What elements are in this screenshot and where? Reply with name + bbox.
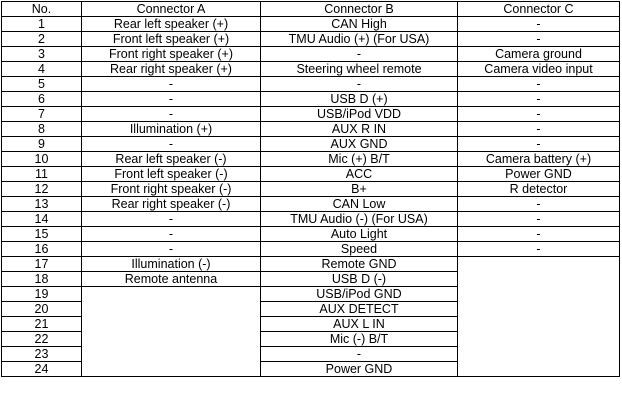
connector-c-cell: - bbox=[458, 77, 620, 92]
connector-pinout-table bbox=[1, 1, 620, 377]
header-connector-a: Connector A bbox=[82, 2, 261, 17]
connector-c-cell: - bbox=[458, 17, 620, 32]
pin-number-cell: 2 bbox=[2, 32, 82, 47]
connector-b-cell: Remote GND bbox=[261, 257, 458, 272]
connector-a-cell: Front left speaker (+) bbox=[82, 32, 261, 47]
connector-c-cell: - bbox=[458, 197, 620, 212]
connector-a-cell: Rear right speaker (-) bbox=[82, 197, 261, 212]
connector-b-cell: B+ bbox=[261, 182, 458, 197]
connector-a-cell: Remote antenna bbox=[82, 272, 261, 287]
connector-c-cell: - bbox=[458, 92, 620, 107]
pin-number-cell: 18 bbox=[2, 272, 82, 287]
table-row bbox=[2, 77, 620, 92]
table-row bbox=[2, 62, 620, 77]
connector-b-cell: AUX DETECT bbox=[261, 302, 458, 317]
table-row bbox=[2, 242, 620, 257]
table-row bbox=[2, 47, 620, 62]
pin-number-cell: 8 bbox=[2, 122, 82, 137]
connector-c-cell: - bbox=[458, 212, 620, 227]
pin-number-cell: 24 bbox=[2, 362, 82, 377]
connector-b-cell: Steering wheel remote bbox=[261, 62, 458, 77]
connector-b-cell: USB/iPod VDD bbox=[261, 107, 458, 122]
connector-a-cell: Front right speaker (-) bbox=[82, 182, 261, 197]
table-row bbox=[2, 167, 620, 182]
connector-c-empty-cell bbox=[458, 257, 620, 377]
pin-number-cell: 17 bbox=[2, 257, 82, 272]
pin-number-cell: 9 bbox=[2, 137, 82, 152]
pin-number-cell: 20 bbox=[2, 302, 82, 317]
connector-b-cell: CAN Low bbox=[261, 197, 458, 212]
connector-c-cell: - bbox=[458, 122, 620, 137]
connector-b-cell: - bbox=[261, 347, 458, 362]
connector-c-cell: - bbox=[458, 107, 620, 122]
connector-c-cell: Camera battery (+) bbox=[458, 152, 620, 167]
connector-b-cell: Speed bbox=[261, 242, 458, 257]
table-header bbox=[2, 2, 620, 17]
pin-number-cell: 19 bbox=[2, 287, 82, 302]
connector-a-cell: - bbox=[82, 212, 261, 227]
pin-number-cell: 11 bbox=[2, 167, 82, 182]
connector-b-cell: - bbox=[261, 47, 458, 62]
pin-number-cell: 12 bbox=[2, 182, 82, 197]
connector-a-cell: Front left speaker (-) bbox=[82, 167, 261, 182]
connector-b-cell: USB D (+) bbox=[261, 92, 458, 107]
table-row bbox=[2, 32, 620, 47]
table-row bbox=[2, 92, 620, 107]
connector-b-cell: USB D (-) bbox=[261, 272, 458, 287]
connector-c-cell: - bbox=[458, 137, 620, 152]
connector-b-cell: ACC bbox=[261, 167, 458, 182]
connector-a-cell: - bbox=[82, 107, 261, 122]
connector-b-cell: AUX GND bbox=[261, 137, 458, 152]
table-body bbox=[2, 17, 620, 377]
pin-number-cell: 14 bbox=[2, 212, 82, 227]
table-row bbox=[2, 122, 620, 137]
connector-a-cell: - bbox=[82, 242, 261, 257]
pin-number-cell: 16 bbox=[2, 242, 82, 257]
connector-c-cell: - bbox=[458, 32, 620, 47]
table-row bbox=[2, 197, 620, 212]
connector-a-cell: Rear left speaker (+) bbox=[82, 17, 261, 32]
pin-number-cell: 23 bbox=[2, 347, 82, 362]
table-row bbox=[2, 257, 620, 272]
connector-a-cell: Rear left speaker (-) bbox=[82, 152, 261, 167]
connector-a-cell: Illumination (-) bbox=[82, 257, 261, 272]
connector-a-cell: Rear right speaker (+) bbox=[82, 62, 261, 77]
connector-c-cell: - bbox=[458, 227, 620, 242]
table-row bbox=[2, 182, 620, 197]
connector-b-cell: - bbox=[261, 77, 458, 92]
pin-number-cell: 3 bbox=[2, 47, 82, 62]
pin-number-cell: 5 bbox=[2, 77, 82, 92]
connector-a-cell: - bbox=[82, 77, 261, 92]
connector-c-cell: Power GND bbox=[458, 167, 620, 182]
header-connector-b: Connector B bbox=[261, 2, 458, 17]
pin-number-cell: 13 bbox=[2, 197, 82, 212]
connector-b-cell: Power GND bbox=[261, 362, 458, 377]
connector-b-cell: Auto Light bbox=[261, 227, 458, 242]
pin-number-cell: 1 bbox=[2, 17, 82, 32]
connector-a-cell: - bbox=[82, 92, 261, 107]
connector-a-cell: Front right speaker (+) bbox=[82, 47, 261, 62]
connector-c-cell: Camera ground bbox=[458, 47, 620, 62]
connector-b-cell: Mic (-) B/T bbox=[261, 332, 458, 347]
connector-b-cell: USB/iPod GND bbox=[261, 287, 458, 302]
header-connector-c: Connector C bbox=[458, 2, 620, 17]
pin-number-cell: 22 bbox=[2, 332, 82, 347]
connector-c-cell: - bbox=[458, 242, 620, 257]
pin-number-cell: 21 bbox=[2, 317, 82, 332]
connector-b-cell: Mic (+) B/T bbox=[261, 152, 458, 167]
connector-b-cell: CAN High bbox=[261, 17, 458, 32]
connector-c-cell: R detector bbox=[458, 182, 620, 197]
table-row bbox=[2, 137, 620, 152]
table-row bbox=[2, 17, 620, 32]
header-row bbox=[2, 2, 620, 17]
pin-number-cell: 6 bbox=[2, 92, 82, 107]
connector-b-cell: TMU Audio (-) (For USA) bbox=[261, 212, 458, 227]
connector-c-cell: Camera video input bbox=[458, 62, 620, 77]
table-row bbox=[2, 212, 620, 227]
pin-number-cell: 4 bbox=[2, 62, 82, 77]
connector-b-cell: TMU Audio (+) (For USA) bbox=[261, 32, 458, 47]
table-row bbox=[2, 152, 620, 167]
connector-a-empty-cell bbox=[82, 287, 261, 377]
connector-b-cell: AUX L IN bbox=[261, 317, 458, 332]
pin-number-cell: 10 bbox=[2, 152, 82, 167]
pin-number-cell: 15 bbox=[2, 227, 82, 242]
pin-number-cell: 7 bbox=[2, 107, 82, 122]
table-row bbox=[2, 107, 620, 122]
connector-a-cell: - bbox=[82, 227, 261, 242]
connector-a-cell: - bbox=[82, 137, 261, 152]
connector-b-cell: AUX R IN bbox=[261, 122, 458, 137]
connector-a-cell: Illumination (+) bbox=[82, 122, 261, 137]
header-no: No. bbox=[2, 2, 82, 17]
table-row bbox=[2, 227, 620, 242]
